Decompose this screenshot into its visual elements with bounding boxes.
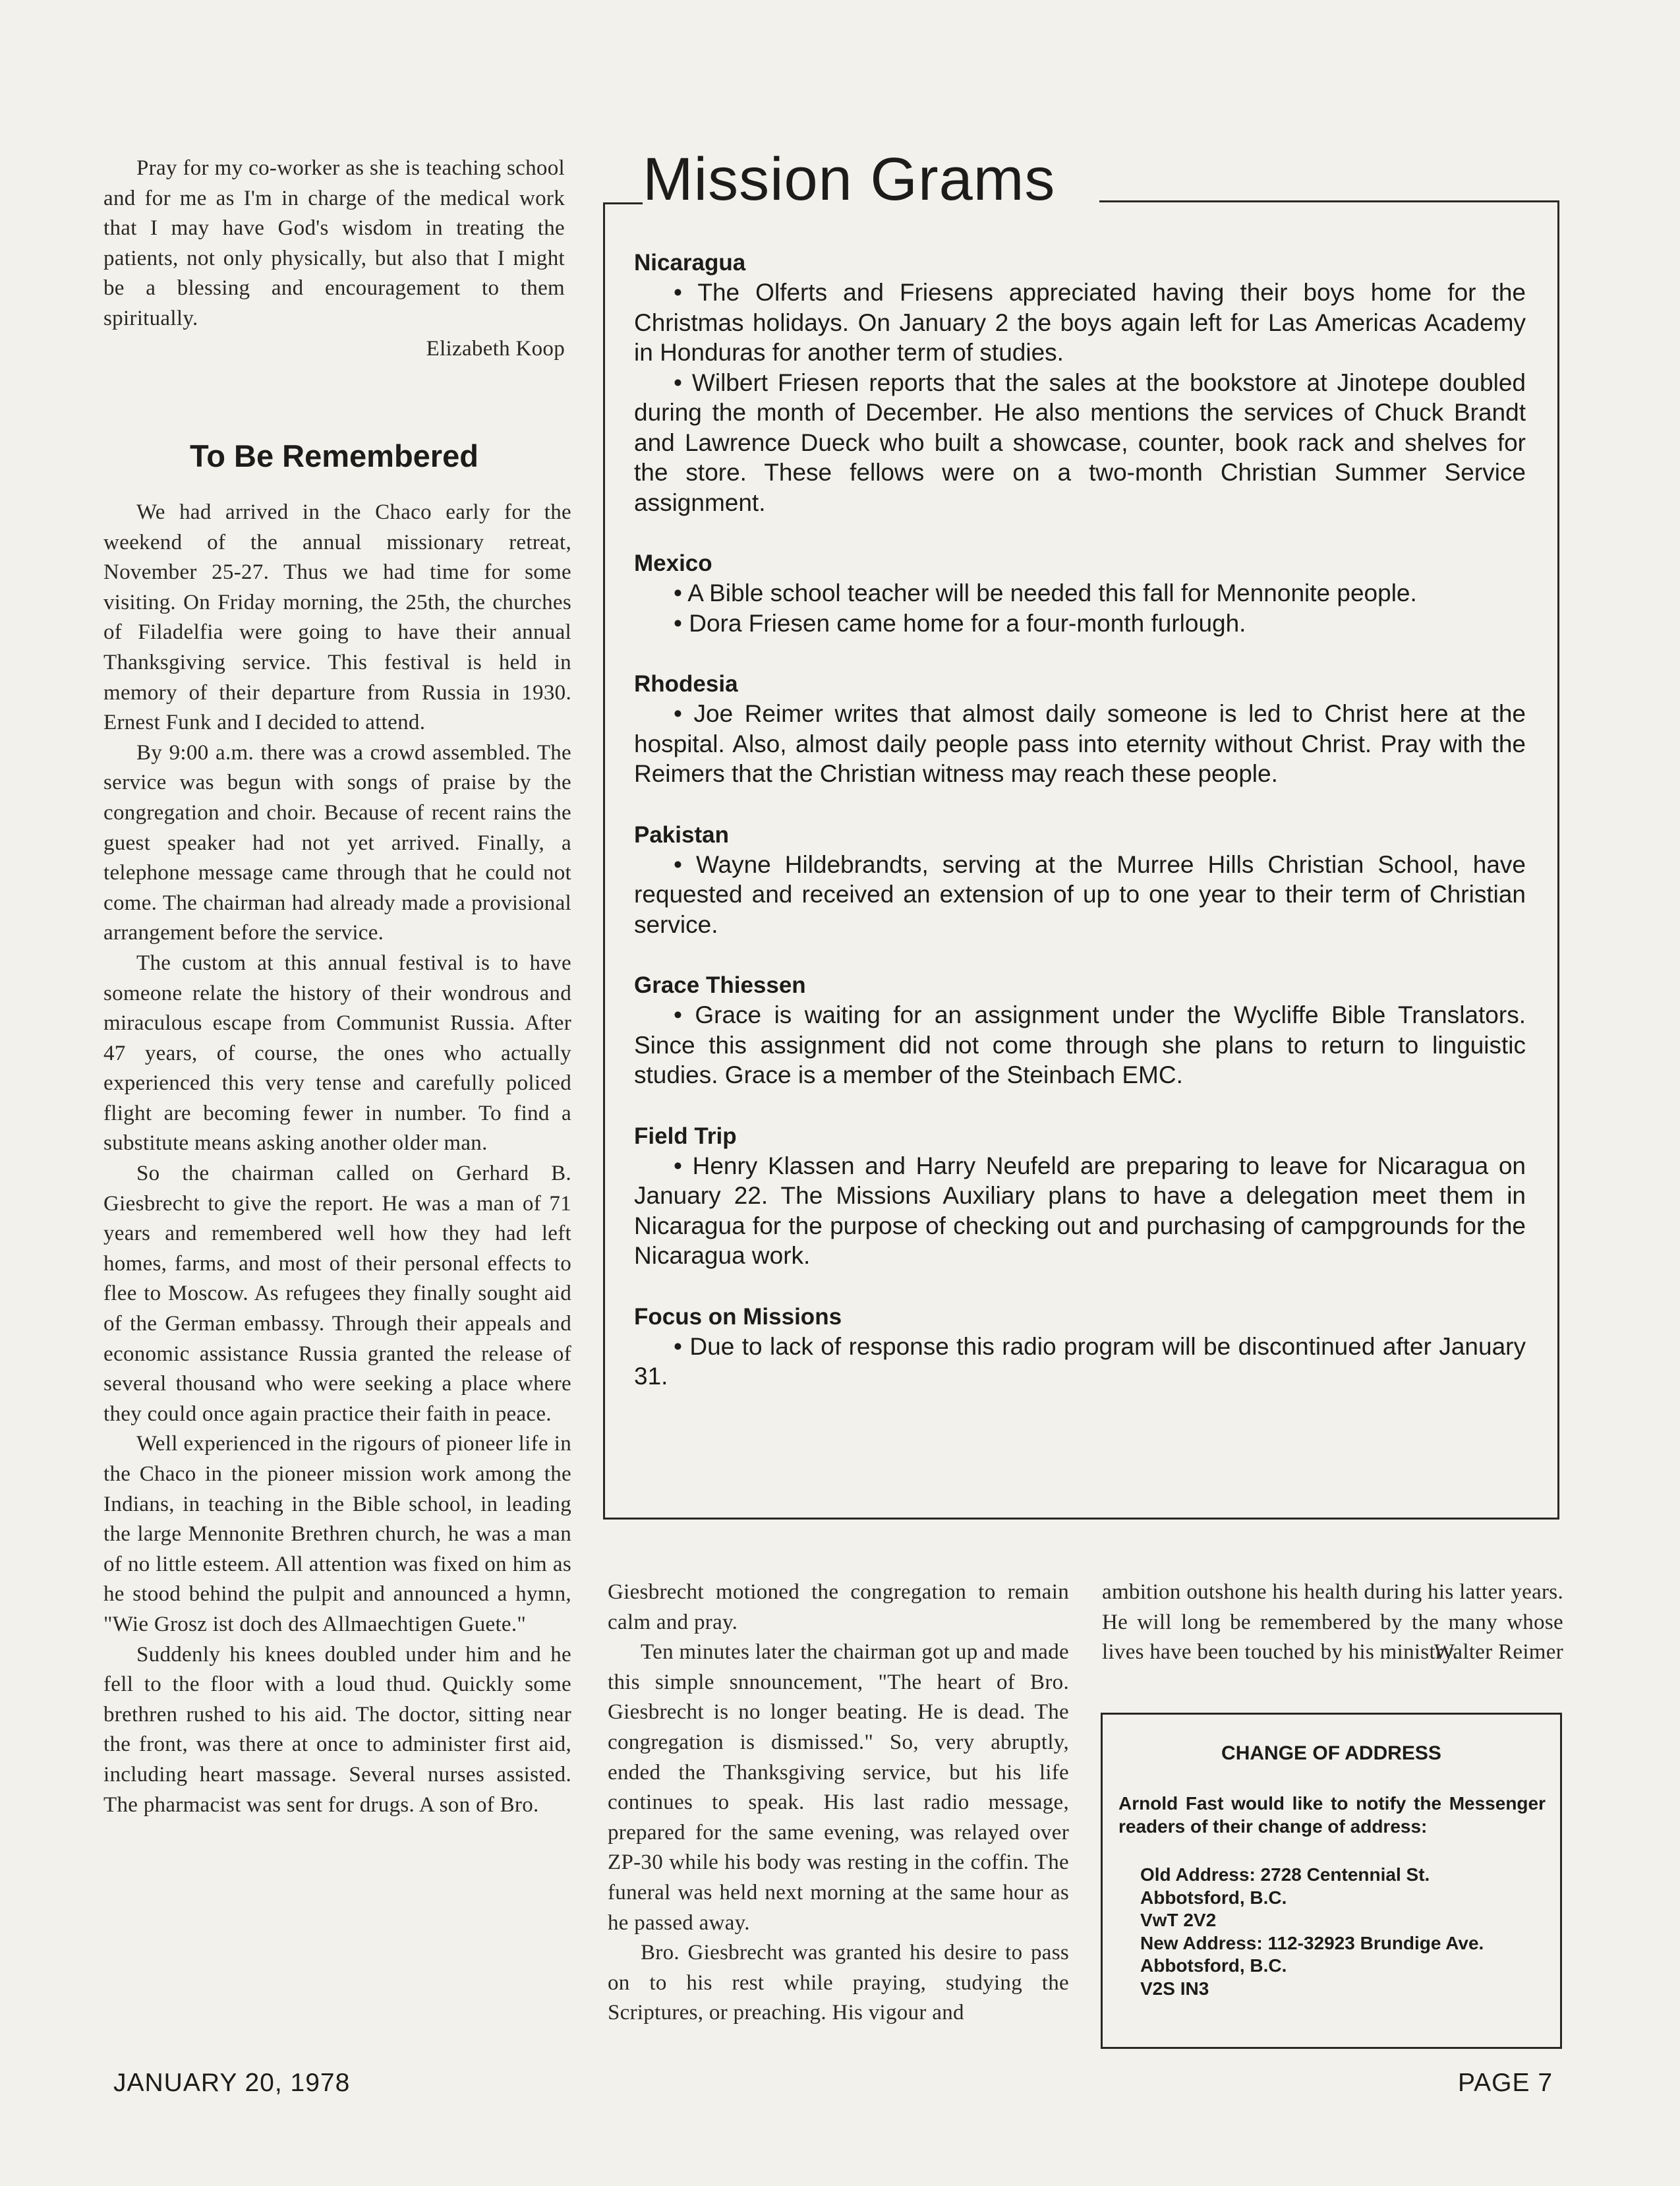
mission-grams-content <box>634 249 1526 1392</box>
section-heading: Focus on Missions <box>634 1303 842 1330</box>
gram-item: • Joe Reimer writes that almost daily someone is led to Christ here at the hospital. Also, almost daily people pass into eternity without Christ. Pray with the Reimers that the Christian witness may reach these people. <box>634 700 1526 787</box>
gram-item: • Grace is waiting for an assignment under the Wycliffe Bible Translators. Since this assignment did not come through she plans to return to linguistic studies. Grace is a member of the Steinbach EMC. <box>634 1001 1526 1088</box>
gram-item: • Wayne Hildebrandts, serving at the Murree Hills Christian School, have requested and received an extension of up to one year to their term of Christian service. <box>634 850 1526 938</box>
gram-item: • Dora Friesen came home for a four-month furlough. <box>674 609 1246 637</box>
address-line: V2S IN3 <box>1140 1978 1209 1999</box>
right-column <box>1102 1578 1563 1668</box>
section-rhodesia <box>634 670 1526 789</box>
section-heading: Rhodesia <box>634 671 738 697</box>
title-right-rule <box>1099 200 1559 202</box>
middle-column <box>608 1578 1069 2028</box>
section-heading: Nicaragua <box>634 250 746 276</box>
section-field-trip <box>634 1122 1526 1271</box>
intro-signature: Elizabeth Koop <box>426 336 565 361</box>
section-heading: Grace Thiessen <box>634 972 806 998</box>
gram-item: • The Olferts and Friesens appreciated having their boys home for the Christmas holidays. On January 2 the boys again left for Las Americas Academy in Honduras for another term of studies. <box>634 279 1526 366</box>
change-of-address-intro: Arnold Fast would like to notify the Messenger readers of their change of address: <box>1118 1793 1546 1837</box>
article-paragraph: We had arrived in the Chaco early for the weekend of the annual missionary retreat, November 25-27. Thus we had time for some visiting. On Friday morning, the 25th, the churches of Filadelfia were going to have their annual Thanksgiving service. This festival is held in memory of their departure from Russia in 1930. Ernest Funk and I decided to attend. <box>103 500 571 735</box>
section-pakistan <box>634 821 1526 940</box>
article-title: To Be Remembered <box>190 438 478 473</box>
footer-page-number: PAGE 7 <box>1458 2069 1553 2097</box>
mission-grams-box <box>603 202 1559 1520</box>
change-of-address-box <box>1101 1713 1562 2049</box>
address-line: VwT 2V2 <box>1140 1910 1217 1930</box>
section-heading: Mexico <box>634 550 712 576</box>
change-of-address-title: CHANGE OF ADDRESS <box>1221 1742 1441 1764</box>
section-heading: Pakistan <box>634 821 729 848</box>
gram-item: • Due to lack of response this radio program will be discontinued after January 31. <box>634 1332 1526 1390</box>
article-paragraph: So the chairman called on Gerhard B. Giesbrecht to give the report. He was a man of 71 years and remembered well how they had left homes, farms, and most of their personal effects to flee to Moscow. As refugees they finally sought aid of the German embassy. Through their appeals and economic assistance Russia granted the release of several thousand who were seeking a place where they could once again practice their faith in peace. <box>103 1162 571 1426</box>
article-body <box>103 498 571 1820</box>
section-heading: Field Trip <box>634 1123 737 1149</box>
gram-item: • Wilbert Friesen reports that the sales at the bookstore at Jinotepe doubled during the month of December. He also mentions the services of Chuck Brandt and Lawrence Dueck who built a showcase, counter, book rack and shelves for the store. These fellows were on a two-month Christian Summer Service assignment. <box>634 369 1526 516</box>
gram-item: • Henry Klassen and Harry Neufeld are preparing to leave for Nicaragua on January 22. The Missions Auxiliary plans to have a delegation meet them in Nicaragua for the purpose of checking out and purchasing of campgrounds for the Nicaragua work. <box>634 1152 1526 1269</box>
address-line: Old Address: 2728 Centennial St. <box>1140 1864 1430 1885</box>
article-paragraph: Giesbrecht motioned the congregation to remain calm and pray. <box>608 1580 1069 1634</box>
left-column <box>103 154 565 364</box>
article-paragraph: Suddenly his knees doubled under him and he fell to the floor with a loud thud. Quickly some brethren rushed to his aid. The doctor, sitting near the front, was there at once to administer first aid, including heart massage. Several nurses assisted. The pharmacist was sent for drugs. A son of Bro. <box>103 1642 571 1817</box>
section-focus-on-missions <box>634 1303 1526 1392</box>
article-signature: Walter Reimer <box>1434 1640 1563 1665</box>
address-line: Abbotsford, B.C. <box>1140 1887 1287 1908</box>
address-lines <box>1140 1864 1484 2000</box>
article-paragraph: By 9:00 a.m. there was a crowd assembled. The service was begun with songs of praise by the congregation and choir. Because of recent rains the guest speaker had not yet arrived. Finally, a telephone message came through that he could not come. The chairman had already made a provisional arrangement before the service. <box>103 740 571 945</box>
gram-item: • A Bible school teacher will be needed this fall for Mennonite people. <box>674 579 1417 606</box>
section-grace-thiessen <box>634 971 1526 1090</box>
mission-grams-title: Mission Grams <box>643 146 1056 213</box>
article-paragraph: Bro. Giesbrecht was granted his desire to pass on to his rest while praying, studying the Scriptures, or preaching. His vigour and <box>608 1941 1069 2025</box>
address-line: Abbotsford, B.C. <box>1140 1955 1287 1976</box>
intro-paragraph: Pray for my co-worker as she is teaching school and for me as I'm in charge of the medical work that I may have God's wisdom in treating the patients, not only physically, but also that I might be a blessing and encouragement to them spiritually. <box>103 156 565 330</box>
address-line: New Address: 112-32923 Brundige Ave. <box>1140 1932 1484 1953</box>
section-mexico <box>634 549 1526 638</box>
article-paragraph: Well experienced in the rigours of pioneer life in the Chaco in the pioneer mission work among the Indians, in teaching in the Bible school, in leading the large Mennonite Brethren church, he was a man of no little esteem. All attention was fixed on him as he stood behind the pulpit and announced a hymn, "Wie Grosz ist doch des Allmaechtigen Guete." <box>103 1432 571 1636</box>
footer-date: JANUARY 20, 1978 <box>113 2069 351 2097</box>
article-paragraph: Ten minutes later the chairman got up and made this simple snnouncement, "The heart of Bro. Giesbrecht is no longer beating. He is dead. The congregation is dismissed." So, very abruptly, ended the Thanksgiving service, but his life continues to speak. His last radio message, prepared for the same evening, was relayed over ZP-30 while his body was resting in the coffin. The funeral was held next morning at the same hour as he passed away. <box>608 1640 1069 1935</box>
section-nicaragua <box>634 249 1526 517</box>
article-paragraph: The custom at this annual festival is to have someone relate the history of their wondrous and miraculous escape from Communist Russia. After 47 years, of course, the ones who actually experienced this very tense and carefully policed flight are becoming fewer in number. To find a substitute means asking another older man. <box>103 951 571 1156</box>
article-paragraph: ambition outshone his health during his latter years. He will long be remembered by the many whose lives have been touched by his ministry. <box>1102 1580 1563 1665</box>
